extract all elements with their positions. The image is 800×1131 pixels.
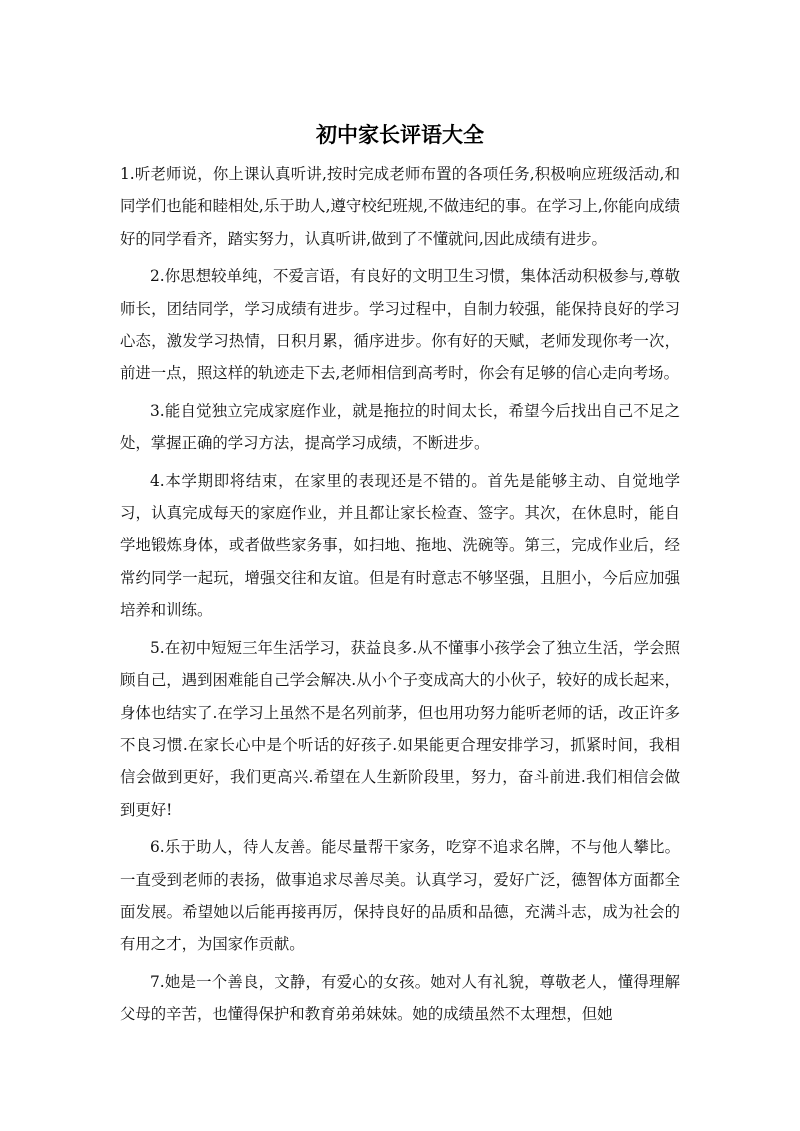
- paragraph-3: 3.能自觉独立完成家庭作业，就是拖拉的时间太长，希望今后找出自己不足之处，掌握正确的学习方法，提高学习成绩，不断进步。: [120, 401, 680, 453]
- paragraph-1: 1.听老师说，你上课认真听讲,按时完成老师布置的各项任务,积极响应班级活动,和同学们也能和睦相处,乐于助人,遵守校纪班规,不做违纪的事。在学习上,你能向成绩好的同学看齐，踏实努力，认真听讲,做到了不懂就问,因此成绩有进步。: [120, 165, 680, 248]
- paragraph-7: 7.她是一个善良，文静，有爱心的女孩。她对人有礼貌，尊敬老人，懂得理解父母的辛苦，也懂得保护和教育弟弟妹妹。她的成绩虽然不太理想，但她: [120, 972, 680, 1024]
- document-title: 初中家长评语大全: [316, 123, 484, 147]
- paragraph-5: 5.在初中短短三年生活学习，获益良多.从不懂事小孩学会了独立生活，学会照顾自己，遇到困难能自己学会解决.从小个子变成高大的小伙子，较好的成长起来，身体也结实了.在学习上虽然不是名列前茅，但也用功努力能听老师的话，改正许多不良习惯.在家长心中是个听话的好孩子.如果能更合理安排学习，抓紧时间，我相信会做到更好，我们更高兴.希望在人生新阶段里，努力，奋斗前进.我们相信会做到更好!: [120, 638, 680, 819]
- paragraph-2: 2.你思想较单纯，不爱言语，有良好的文明卫生习惯，集体活动积极参与,尊敬师长，团结同学，学习成绩有进步。学习过程中，自制力较强，能保持良好的学习心态，激发学习热情，日积月累，循序进步。你有好的天赋，老师发现你考一次，前进一点，照这样的轨迹走下去,老师相信到高考时，你会有足够的信心走向考场。: [120, 267, 680, 383]
- paragraph-6: 6.乐于助人，待人友善。能尽量帮干家务，吃穿不追求名牌，不与他人攀比。一直受到老师的表扬，做事追求尽善尽美。认真学习，爱好广泛，德智体方面都全面发展。希望她以后能再接再厉，保持良好的品质和品德，充满斗志，成为社会的有用之才，为国家作贡献。: [120, 838, 680, 954]
- document-body: [120, 158, 680, 1036]
- paragraph-4: 4.本学期即将结束，在家里的表现还是不错的。首先是能够主动、自觉地学习，认真完成每天的家庭作业，并且都让家长检查、签字。其次，在休息时，能自学地锻炼身体，或者做些家务事，如扫地、拖地、洗碗等。第三，完成作业后，经常约同学一起玩，增强交往和友谊。但是有时意志不够坚强，且胆小，今后应加强培养和训练。: [120, 471, 680, 620]
